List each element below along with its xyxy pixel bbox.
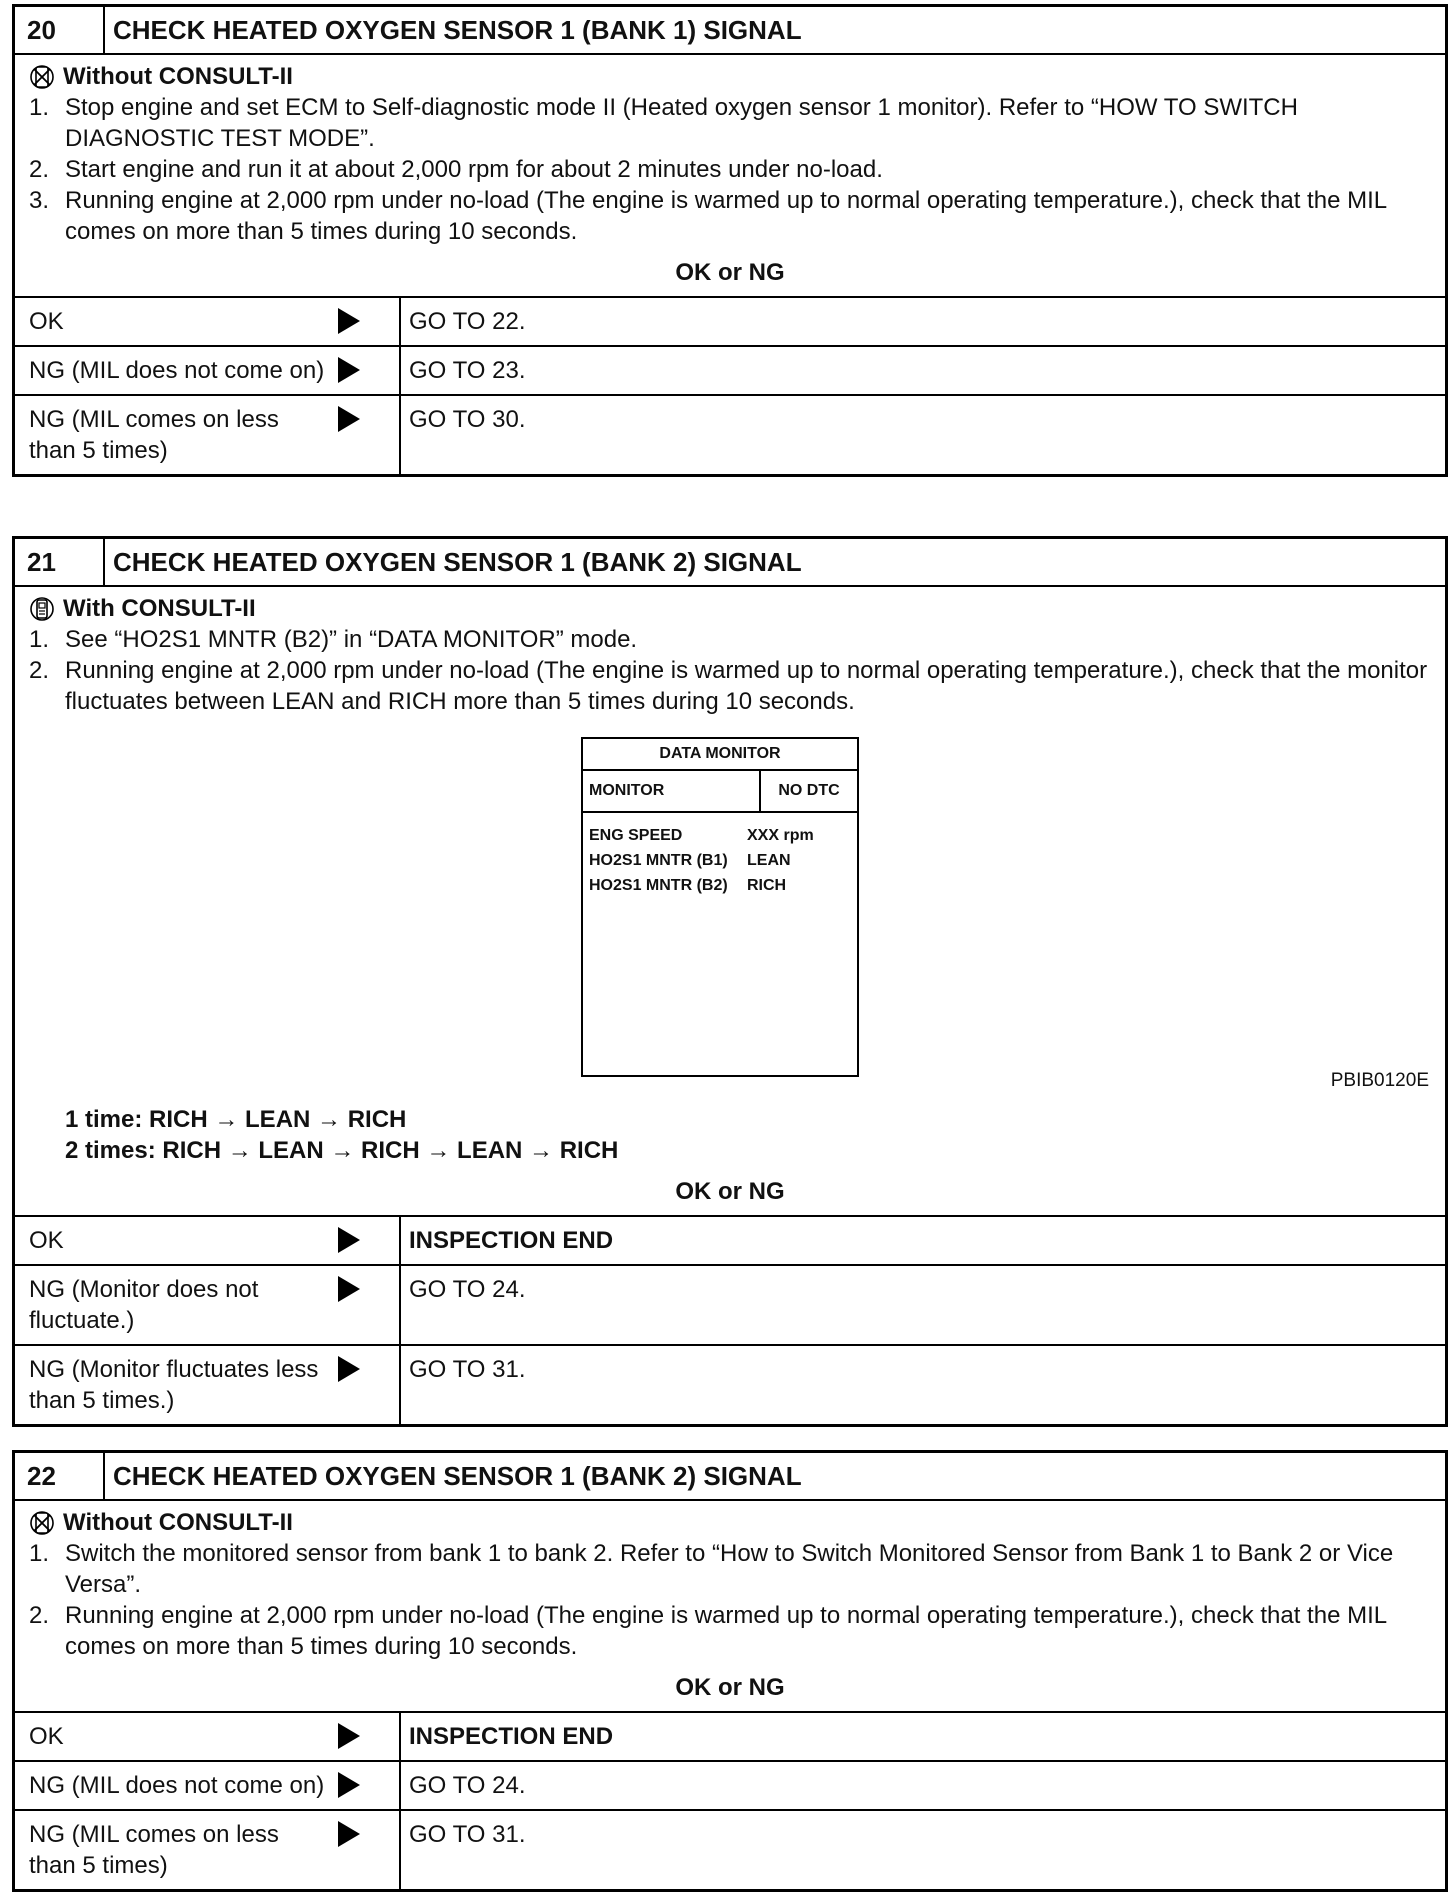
- ok-or-ng-heading: OK or NG: [675, 1674, 785, 1701]
- with-consult-icon: [29, 596, 55, 622]
- arrow-icon: [329, 1265, 400, 1345]
- block-header: [15, 539, 1445, 587]
- result-action: INSPECTION END: [409, 1227, 614, 1254]
- block-body: [15, 587, 1445, 1215]
- step-list: [29, 92, 1431, 247]
- block-body: [15, 55, 1445, 296]
- mode-heading: [29, 61, 1431, 92]
- result-action: GO TO 23.: [400, 346, 1445, 395]
- without-consult-icon: [29, 64, 55, 90]
- step-block-21: [12, 536, 1448, 1427]
- step-title: CHECK HEATED OXYGEN SENSOR 1 (BANK 1) SIGNAL: [113, 14, 802, 45]
- step-title: CHECK HEATED OXYGEN SENSOR 1 (BANK 2) SIGNAL: [113, 1460, 802, 1491]
- monitor-row: HO2S1 MNTR (B1) LEAN: [589, 851, 791, 869]
- step-list: [29, 1538, 1431, 1662]
- table-row: [15, 1712, 1445, 1761]
- list-item: 1. Stop engine and set ECM to Self-diagnostic mode II (Heated oxygen sensor 1 monitor). Refer to “HOW TO SWITCH DIAGNOSTIC TEST MODE”.: [29, 94, 1298, 152]
- block-body: [15, 1501, 1445, 1711]
- list-item: 1. Switch the monitored sensor from bank 1 to bank 2. Refer to “How to Switch Monitored Sensor from Bank 1 to Bank 2 or Vice Versa”.: [29, 1540, 1394, 1598]
- data-monitor-screen: [581, 737, 859, 1077]
- arrow-icon: [329, 1712, 400, 1761]
- without-consult-icon: [29, 1510, 55, 1536]
- sequence-line: 1 time: RICH → LEAN → RICH: [65, 1106, 407, 1133]
- monitor-header-row: [583, 771, 857, 813]
- list-item: 2. Running engine at 2,000 rpm under no-load (The engine is warmed up to normal operating temperature.), check that the monitor fluctuates between LEAN and RICH more than 5 times during 10 seconds.: [29, 657, 1428, 715]
- result-action: GO TO 24.: [400, 1761, 1445, 1810]
- mode-heading: [29, 593, 1431, 624]
- table-row: [15, 395, 1445, 474]
- mode-label: With CONSULT-II: [63, 595, 256, 622]
- list-item: 3. Running engine at 2,000 rpm under no-load (The engine is warmed up to normal operating temperature.), check that the MIL comes on more than 5 times during 10 seconds.: [29, 187, 1387, 245]
- arrow-icon: [329, 1761, 400, 1810]
- mode-heading: [29, 1507, 1431, 1538]
- block-header: [15, 1453, 1445, 1501]
- table-row: [15, 346, 1445, 395]
- ok-or-ng-heading: OK or NG: [675, 259, 785, 286]
- step-number: 20: [15, 7, 105, 53]
- result-action: GO TO 31.: [400, 1345, 1445, 1424]
- step-block-22: [12, 1450, 1448, 1892]
- monitor-title: DATA MONITOR: [583, 739, 857, 771]
- arrow-icon: [329, 1345, 400, 1424]
- monitor-row: HO2S1 MNTR (B2) RICH: [589, 876, 787, 894]
- figure-id: PBIB0120E: [1330, 1070, 1429, 1091]
- step-number: 22: [15, 1453, 105, 1499]
- result-action: INSPECTION END: [409, 1723, 614, 1750]
- result-table: [15, 296, 1445, 474]
- mode-label: Without CONSULT-II: [63, 63, 293, 90]
- mode-label: Without CONSULT-II: [63, 1509, 293, 1536]
- arrow-icon: [329, 346, 400, 395]
- result-condition: NG (MIL comes on less than 5 times): [15, 395, 329, 474]
- result-condition: OK: [29, 308, 64, 335]
- table-row: [15, 1265, 1445, 1345]
- result-condition: NG (MIL does not come on): [15, 346, 329, 395]
- result-table: [15, 1711, 1445, 1889]
- monitor-rows: [583, 813, 857, 908]
- result-action: GO TO 24.: [400, 1265, 1445, 1345]
- list-item: 2. Running engine at 2,000 rpm under no-load (The engine is warmed up to normal operating temperature.), check that the MIL comes on more than 5 times during 10 seconds.: [29, 1602, 1387, 1660]
- list-item: 2. Start engine and run it at about 2,000 rpm for about 2 minutes under no-load.: [29, 156, 883, 183]
- arrow-icon: [329, 1810, 400, 1889]
- result-action: GO TO 30.: [400, 395, 1445, 474]
- result-table: [15, 1215, 1445, 1424]
- step-title: CHECK HEATED OXYGEN SENSOR 1 (BANK 2) SIGNAL: [113, 546, 802, 577]
- block-header: [15, 7, 1445, 55]
- monitor-row: ENG SPEED XXX rpm: [589, 826, 814, 844]
- arrow-icon: [329, 395, 400, 474]
- sequence-line: 2 times: RICH → LEAN → RICH → LEAN → RICH: [65, 1137, 619, 1164]
- result-condition: OK: [29, 1227, 64, 1254]
- table-row: [15, 1216, 1445, 1265]
- result-action: GO TO 22.: [409, 308, 526, 335]
- list-item: 1. See “HO2S1 MNTR (B2)” in “DATA MONITOR” mode.: [29, 626, 638, 653]
- arrow-icon: [329, 1216, 400, 1265]
- result-condition: NG (MIL does not come on): [15, 1761, 329, 1810]
- monitor-status-label: NO DTC: [778, 782, 840, 799]
- result-condition: NG (MIL comes on less than 5 times): [15, 1810, 329, 1889]
- ok-or-ng-heading: OK or NG: [675, 1178, 785, 1205]
- step-list: [29, 624, 1431, 717]
- result-condition: NG (Monitor does not fluctuate.): [15, 1265, 329, 1345]
- arrow-icon: [329, 297, 400, 346]
- result-condition: OK: [29, 1723, 64, 1750]
- step-block-20: [12, 4, 1448, 477]
- table-row: [15, 1810, 1445, 1889]
- step-number: 21: [15, 539, 105, 585]
- table-row: [15, 1345, 1445, 1424]
- table-row: [15, 1761, 1445, 1810]
- monitor-column-label: MONITOR: [583, 771, 761, 811]
- result-action: GO TO 31.: [400, 1810, 1445, 1889]
- table-row: [15, 297, 1445, 346]
- result-condition: NG (Monitor fluctuates less than 5 times.): [15, 1345, 329, 1424]
